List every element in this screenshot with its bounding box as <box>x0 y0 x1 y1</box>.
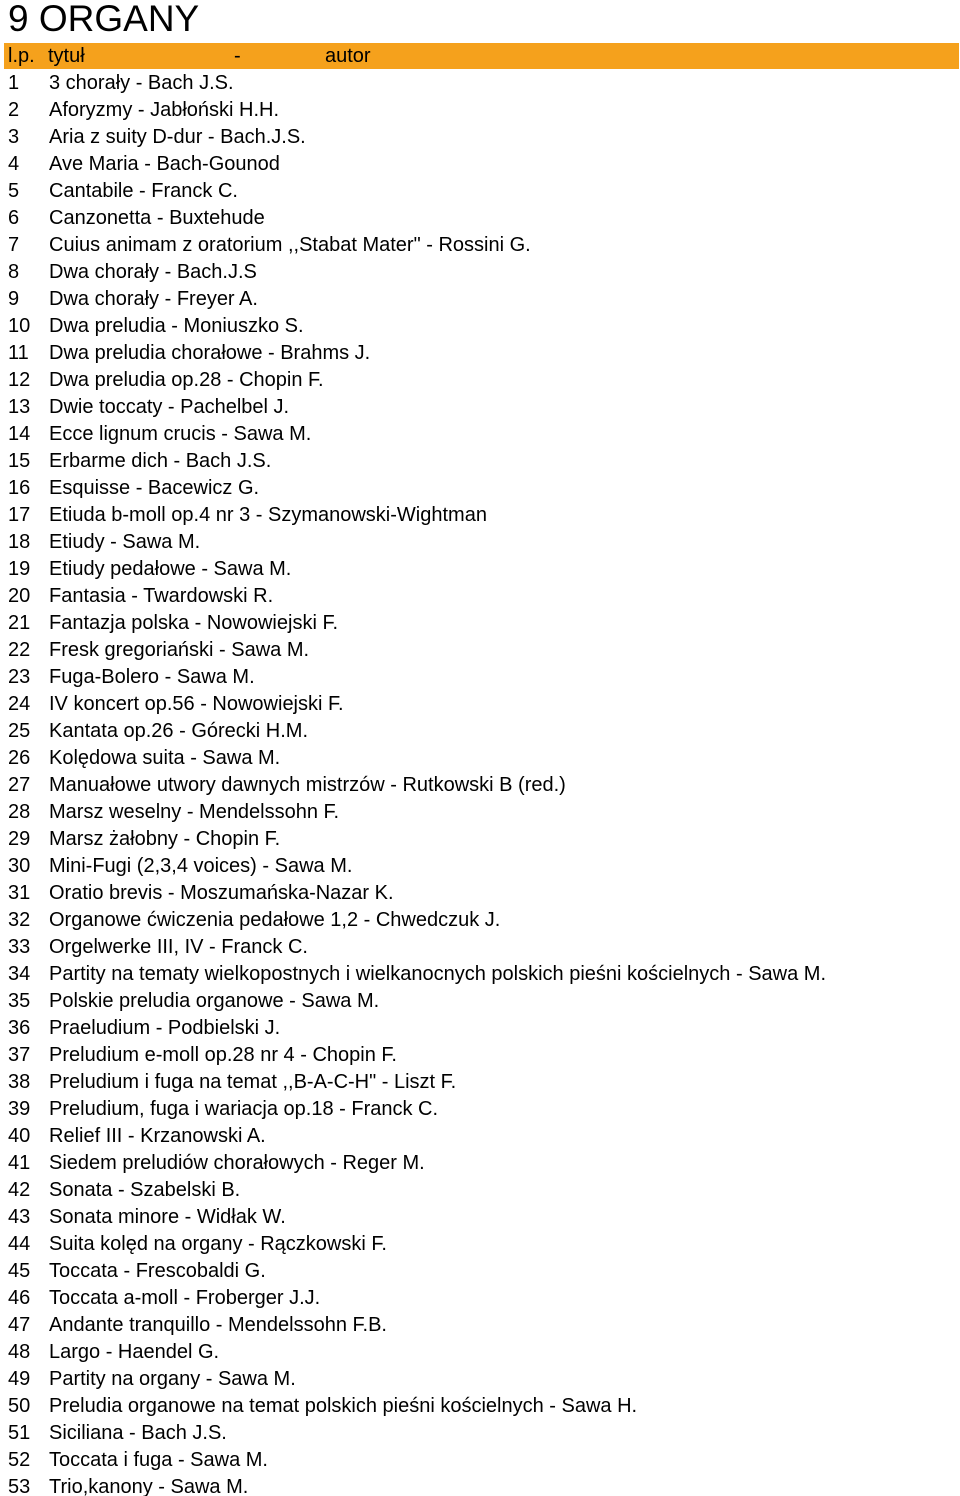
row-number: 41 <box>8 1152 31 1174</box>
row-title: Preludium i fuga na temat ,,B-A-C-H" - Liszt F. <box>49 1071 457 1093</box>
row-number: 3 <box>8 126 20 148</box>
table-row <box>0 934 960 961</box>
row-number: 7 <box>8 234 20 256</box>
row-number: 53 <box>8 1476 31 1496</box>
row-title: Toccata a-moll - Froberger J.J. <box>49 1287 321 1309</box>
row-title: Erbarme dich - Bach J.S. <box>49 450 272 472</box>
row-number: 2 <box>8 99 20 121</box>
row-title: Suita kolęd na organy - Rączkowski F. <box>49 1233 387 1255</box>
row-number: 47 <box>8 1314 31 1336</box>
table-row <box>0 448 960 475</box>
table-row <box>0 664 960 691</box>
row-title: Relief III - Krzanowski A. <box>49 1125 266 1147</box>
row-number: 38 <box>8 1071 31 1093</box>
table-row <box>0 880 960 907</box>
row-title: Kolędowa suita - Sawa M. <box>49 747 281 769</box>
table-row <box>0 367 960 394</box>
table-row <box>0 394 960 421</box>
table-row <box>0 691 960 718</box>
row-title: Marsz weselny - Mendelssohn F. <box>49 801 340 823</box>
row-number: 43 <box>8 1206 31 1228</box>
table-row <box>0 583 960 610</box>
row-title: Oratio brevis - Moszumańska-Nazar K. <box>49 882 394 904</box>
row-number: 22 <box>8 639 31 661</box>
row-number: 25 <box>8 720 31 742</box>
row-number: 40 <box>8 1125 31 1147</box>
row-number: 5 <box>8 180 20 202</box>
row-title: Dwa preludia op.28 - Chopin F. <box>49 369 324 391</box>
page-title: 9 ORGANY <box>8 0 200 39</box>
row-number: 52 <box>8 1449 31 1471</box>
row-number: 13 <box>8 396 31 418</box>
table-body <box>0 70 960 1496</box>
table-row <box>0 826 960 853</box>
table-row <box>0 988 960 1015</box>
row-title: Sonata - Szabelski B. <box>49 1179 241 1201</box>
row-title: Dwa chorały - Bach.J.S <box>49 261 257 283</box>
table-row <box>0 772 960 799</box>
table-row <box>0 1474 960 1496</box>
table-row <box>0 1123 960 1150</box>
row-title: Siedem preludiów chorałowych - Reger M. <box>49 1152 425 1174</box>
row-number: 16 <box>8 477 31 499</box>
row-title: Aria z suity D-dur - Bach.J.S. <box>49 126 306 148</box>
table-row <box>0 1339 960 1366</box>
row-number: 30 <box>8 855 31 877</box>
row-title: Fantazja polska - Nowowiejski F. <box>49 612 338 634</box>
table-row <box>0 1312 960 1339</box>
table-row <box>0 907 960 934</box>
row-title: Dwa preludia - Moniuszko S. <box>49 315 304 337</box>
table-row <box>0 232 960 259</box>
row-number: 44 <box>8 1233 31 1255</box>
row-number: 29 <box>8 828 31 850</box>
row-title: Mini-Fugi (2,3,4 voices) - Sawa M. <box>49 855 353 877</box>
table-row <box>0 475 960 502</box>
table-row <box>0 961 960 988</box>
row-number: 32 <box>8 909 31 931</box>
row-number: 8 <box>8 261 20 283</box>
row-title: Fresk gregoriański - Sawa M. <box>49 639 310 661</box>
row-title: Siciliana - Bach J.S. <box>49 1422 227 1444</box>
row-title: Manuałowe utwory dawnych mistrzów - Rutkowski B (red.) <box>49 774 566 796</box>
table-row <box>0 1393 960 1420</box>
row-title: Praeludium - Podbielski J. <box>49 1017 281 1039</box>
row-title: Fantasia - Twardowski R. <box>49 585 274 607</box>
row-number: 24 <box>8 693 31 715</box>
table-row <box>0 799 960 826</box>
row-title: Canzonetta - Buxtehude <box>49 207 265 229</box>
table-row <box>0 745 960 772</box>
row-title: Preludium, fuga i wariacja op.18 - Franck C. <box>49 1098 439 1120</box>
row-number: 45 <box>8 1260 31 1282</box>
row-number: 19 <box>8 558 31 580</box>
table-row <box>0 97 960 124</box>
row-title: Etiuda b-moll op.4 nr 3 - Szymanowski-Wightman <box>49 504 487 526</box>
row-title: Fuga-Bolero - Sawa M. <box>49 666 255 688</box>
row-title: Polskie preludia organowe - Sawa M. <box>49 990 380 1012</box>
header-dash: - <box>234 45 241 67</box>
table-row <box>0 1285 960 1312</box>
row-number: 18 <box>8 531 31 553</box>
row-number: 1 <box>8 72 20 94</box>
row-title: IV koncert op.56 - Nowowiejski F. <box>49 693 344 715</box>
row-number: 33 <box>8 936 31 958</box>
row-title: Largo - Haendel G. <box>49 1341 220 1363</box>
row-title: Cuius animam z oratorium ,,Stabat Mater" - Rossini G. <box>49 234 531 256</box>
table-row <box>0 178 960 205</box>
row-title: Marsz żałobny - Chopin F. <box>49 828 281 850</box>
row-title: Kantata op.26 - Górecki H.M. <box>49 720 309 742</box>
header-title: tytuł <box>48 45 85 67</box>
row-title: Andante tranquillo - Mendelssohn F.B. <box>49 1314 387 1336</box>
row-number: 49 <box>8 1368 31 1390</box>
row-number: 51 <box>8 1422 31 1444</box>
table-row <box>0 151 960 178</box>
row-number: 4 <box>8 153 20 175</box>
row-number: 37 <box>8 1044 31 1066</box>
row-number: 31 <box>8 882 31 904</box>
row-number: 11 <box>8 342 29 364</box>
table-row <box>0 1420 960 1447</box>
table-row <box>0 1231 960 1258</box>
table-row <box>0 1447 960 1474</box>
row-title: Partity na organy - Sawa M. <box>49 1368 296 1390</box>
row-title: Etiudy - Sawa M. <box>49 531 201 553</box>
table-row <box>0 421 960 448</box>
row-title: Ave Maria - Bach-Gounod <box>49 153 280 175</box>
row-title: Toccata - Frescobaldi G. <box>49 1260 266 1282</box>
row-number: 12 <box>8 369 31 391</box>
table-row <box>0 340 960 367</box>
row-title: 3 chorały - Bach J.S. <box>49 72 234 94</box>
table-row <box>0 610 960 637</box>
row-number: 26 <box>8 747 31 769</box>
row-number: 10 <box>8 315 31 337</box>
table-row <box>0 718 960 745</box>
row-title: Dwa chorały - Freyer A. <box>49 288 258 310</box>
row-number: 48 <box>8 1341 31 1363</box>
row-number: 34 <box>8 963 31 985</box>
row-title: Preludia organowe na temat polskich pieśni kościelnych - Sawa H. <box>49 1395 638 1417</box>
row-title: Aforyzmy - Jabłoński H.H. <box>49 99 280 121</box>
table-header <box>4 43 959 69</box>
table-row <box>0 1177 960 1204</box>
header-author: autor <box>325 45 371 67</box>
row-title: Organowe ćwiczenia pedałowe 1,2 - Chwedczuk J. <box>49 909 501 931</box>
table-row <box>0 1042 960 1069</box>
row-number: 39 <box>8 1098 31 1120</box>
row-number: 9 <box>8 288 20 310</box>
row-number: 42 <box>8 1179 31 1201</box>
row-number: 35 <box>8 990 31 1012</box>
row-number: 36 <box>8 1017 31 1039</box>
table-row <box>0 1150 960 1177</box>
row-number: 21 <box>8 612 31 634</box>
row-title: Partity na tematy wielkopostnych i wielkanocnych polskich pieśni kościelnych - Sawa M. <box>49 963 827 985</box>
table-row <box>0 1258 960 1285</box>
table-row <box>0 529 960 556</box>
row-number: 23 <box>8 666 31 688</box>
row-title: Toccata i fuga - Sawa M. <box>49 1449 268 1471</box>
table-row <box>0 286 960 313</box>
table-row <box>0 70 960 97</box>
table-row <box>0 556 960 583</box>
row-title: Sonata minore - Widłak W. <box>49 1206 286 1228</box>
header-lp: l.p. <box>8 45 35 67</box>
row-number: 15 <box>8 450 31 472</box>
row-title: Cantabile - Franck C. <box>49 180 238 202</box>
row-number: 14 <box>8 423 31 445</box>
table-row <box>0 853 960 880</box>
row-title: Trio,kanony - Sawa M. <box>49 1476 249 1496</box>
row-number: 46 <box>8 1287 31 1309</box>
row-number: 17 <box>8 504 31 526</box>
row-title: Dwa preludia chorałowe - Brahms J. <box>49 342 371 364</box>
table-row <box>0 1204 960 1231</box>
row-title: Esquisse - Bacewicz G. <box>49 477 260 499</box>
row-title: Ecce lignum crucis - Sawa M. <box>49 423 312 445</box>
row-number: 28 <box>8 801 31 823</box>
row-title: Orgelwerke III, IV - Franck C. <box>49 936 308 958</box>
table-row <box>0 205 960 232</box>
row-number: 27 <box>8 774 31 796</box>
table-row <box>0 259 960 286</box>
table-row <box>0 502 960 529</box>
row-number: 20 <box>8 585 31 607</box>
table-row <box>0 1096 960 1123</box>
table-row <box>0 1069 960 1096</box>
row-title: Dwie toccaty - Pachelbel J. <box>49 396 290 418</box>
table-row <box>0 637 960 664</box>
row-number: 6 <box>8 207 20 229</box>
table-row <box>0 1366 960 1393</box>
table-row <box>0 124 960 151</box>
row-title: Preludium e-moll op.28 nr 4 - Chopin F. <box>49 1044 397 1066</box>
table-row <box>0 1015 960 1042</box>
row-number: 50 <box>8 1395 31 1417</box>
table-row <box>0 313 960 340</box>
row-title: Etiudy pedałowe - Sawa M. <box>49 558 292 580</box>
